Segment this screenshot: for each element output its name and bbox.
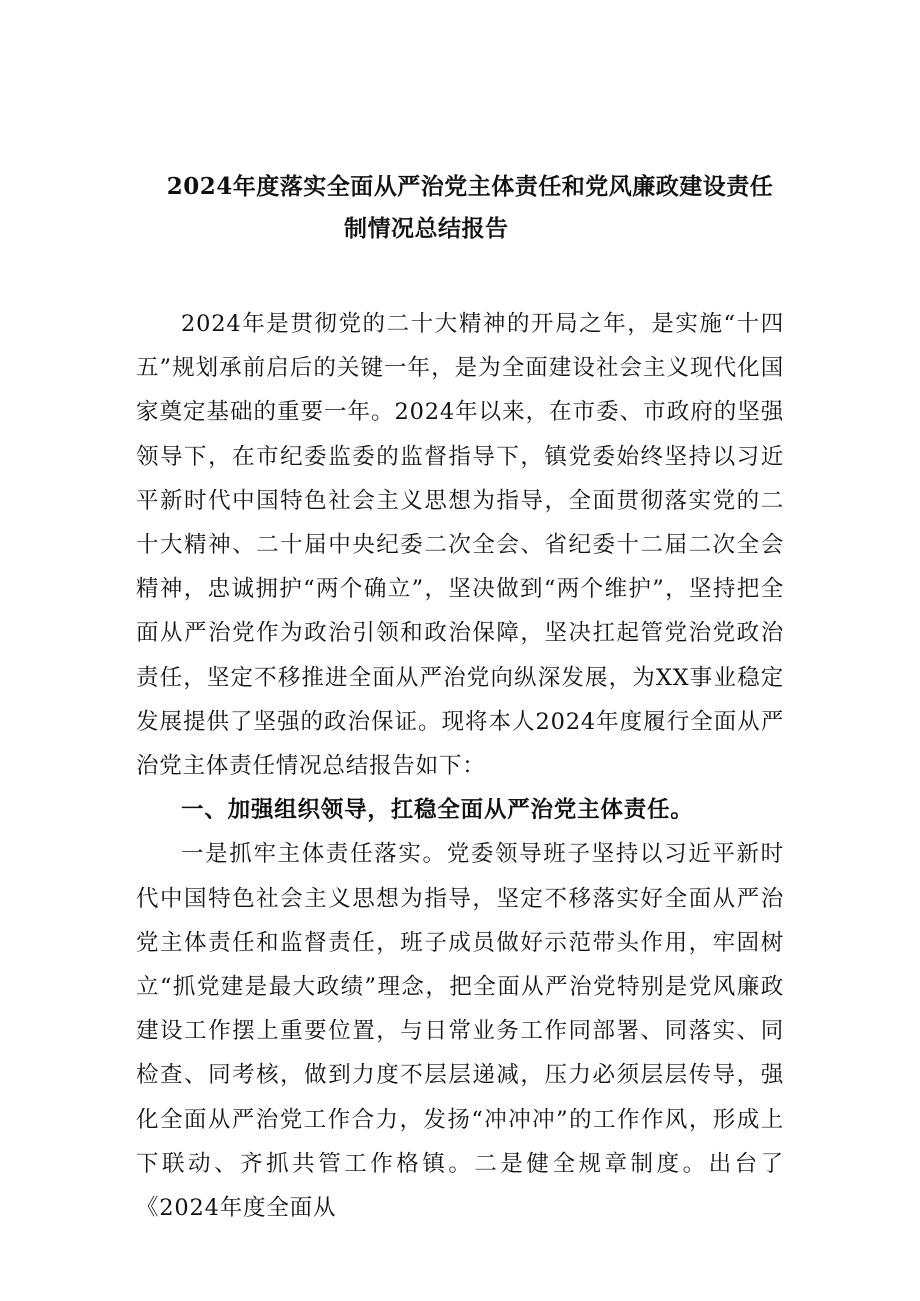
document-title-line-2: 制情况总结报告	[344, 215, 509, 242]
document-title	[140, 166, 800, 250]
section-heading-1: 一、加强组织领导，扛稳全面从严治党主体责任。	[181, 797, 694, 824]
section-1-paragraph: 一是抓牢主体责任落实。党委领导班子坚持以习近平新时代中国特色社会主义思想为指导，坚定不移落实好全面从严治党主体责任和监督责任，班子成员做好示范带头作用，牢固树立“抓党建是最大政绩”理念，把全面从严治党特别是党风廉政建设工作摆上重要位置，与日常业务工作同部署、同落实、同检查、同考核，做到力度不层层递减，压力必须层层传导，强化全面从严治党工作合力，发扬“冲冲冲”的工作作风，形成上下联动、齐抓共管工作格镇。二是健全规章制度。出台了《2024年度全面从	[136, 841, 784, 1222]
document-body	[136, 302, 784, 1230]
intro-paragraph: 2024年是贯彻党的二十大精神的开局之年，是实施“十四五”规划承前启后的关键一年，是为全面建设社会主义现代化国家奠定基础的重要一年。2024年以来，在市委、市政府的坚强领导下，在市纪委监委的监督指导下，镇党委始终坚持以习近平新时代中国特色社会主义思想为指导，全面贯彻落实党的二十大精神、二十届中央纪委二次全会、省纪委十二届二次全会精神，忠诚拥护“两个确立”，坚决做到“两个维护”，坚持把全面从严治党作为政治引领和政治保障，坚决扛起管党治党政治责任，坚定不移推进全面从严治党向纵深发展，为XX事业稳定发展提供了坚强的政治保证。现将本人2024年度履行全面从严治党主体责任情况总结报告如下：	[136, 311, 784, 780]
document-title-line-1: 2024年度落实全面从严治党主体责任和党风廉政建设责任	[166, 173, 774, 200]
